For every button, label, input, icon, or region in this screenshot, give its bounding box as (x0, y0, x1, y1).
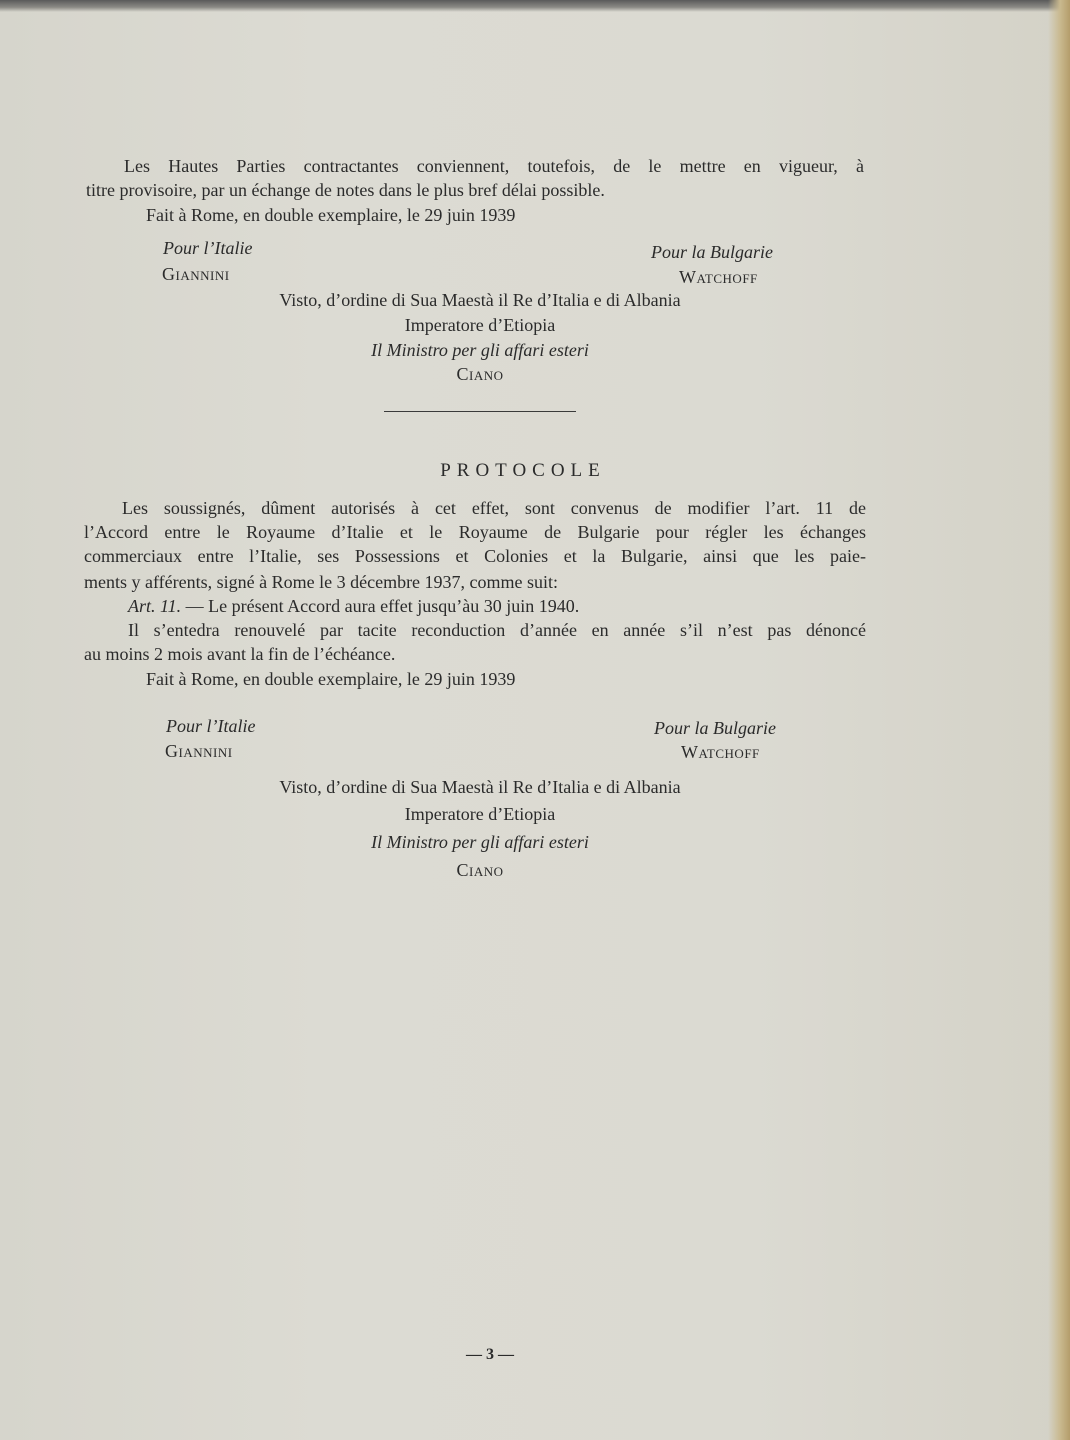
protocole-visto-line3: Il Ministro per gli affari esteri (371, 832, 589, 852)
section1-visto-line2: Imperatore d’Etiopia (404, 315, 556, 335)
page-right-edge (1048, 0, 1070, 1440)
protocole-para1-line2: l’Accord entre le Royaume d’Italie et le Royaume de Bulgarie pour régler les échanges (84, 522, 866, 542)
protocole-article (128, 594, 579, 618)
protocole-signature-right-name: Watchoff (681, 742, 760, 762)
page-top-edge (0, 0, 1070, 12)
section1-visto-line3: Il Ministro per gli affari esteri (371, 340, 589, 360)
protocole-para1-line1: Les soussignés, dûment autorisés à cet effet, sont convenus de modifier l’art. 11 de (122, 498, 866, 518)
section-divider (384, 411, 576, 412)
protocole-article-text: — Le présent Accord aura effet jusqu’àu 30 juin 1940. (181, 596, 580, 616)
protocole-signature-right-label: Pour la Bulgarie (654, 718, 776, 738)
protocole-heading: PROTOCOLE (440, 460, 606, 481)
protocole-paragraph2 (84, 618, 866, 642)
section1-visto-name: Ciano (456, 364, 504, 384)
section1-para1-line1: Les Hautes Parties contractantes conviennent, toutefois, de le mettre en vigueur, à (124, 156, 864, 176)
protocole-visto-line1: Visto, d’ordine di Sua Maestà il Re d’Italia e di Albania (279, 777, 681, 797)
protocole-para2-line2: au moins 2 mois avant la fin de l’échéance. (84, 644, 396, 664)
section1-paragraph (86, 154, 864, 178)
protocole-visto-name: Ciano (456, 860, 504, 880)
protocole-para1-line3: commerciaux entre l’Italie, ses Possessions et Colonies et la Bulgarie, ainsi que les paie- (84, 546, 866, 566)
protocole-paragraph1 (84, 496, 866, 568)
protocole-para1-line4: ments y afférents, signé à Rome le 3 décembre 1937, comme suit: (84, 572, 559, 592)
protocole-visto-line2: Imperatore d’Etiopia (404, 804, 556, 824)
page-number: — 3 — (466, 1346, 514, 1363)
protocole-done-at: Fait à Rome, en double exemplaire, le 29 juin 1939 (146, 669, 516, 689)
protocole-article-label: Art. 11. (128, 596, 182, 616)
section1-done-at: Fait à Rome, en double exemplaire, le 29 juin 1939 (146, 205, 516, 225)
protocole-signature-left-name: Giannini (165, 741, 233, 761)
protocole-signature-left-label: Pour l’Italie (166, 716, 256, 736)
section1-visto-line1: Visto, d’ordine di Sua Maestà il Re d’Italia e di Albania (279, 290, 681, 310)
section1-para1-line2: titre provisoire, par un échange de notes dans le plus bref délai possible. (86, 180, 605, 200)
section1-signature-left-name: Giannini (162, 264, 230, 284)
protocole-para2-line1: Il s’entedra renouvelé par tacite reconduction d’année en année s’il n’est pas dénoncé (128, 620, 866, 640)
section1-signature-right-label: Pour la Bulgarie (651, 242, 773, 262)
section1-signature-right-name: Watchoff (679, 267, 758, 287)
section1-signature-left-label: Pour l’Italie (163, 238, 253, 258)
